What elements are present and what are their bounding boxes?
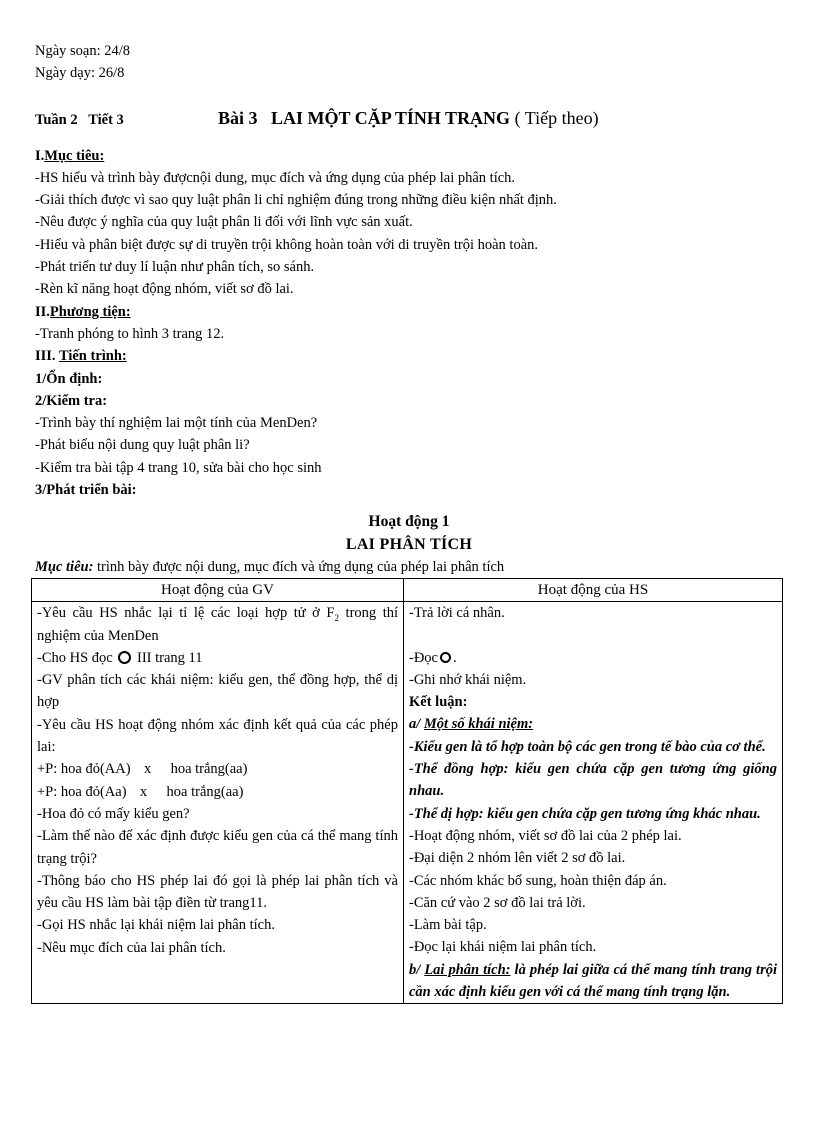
concepts-heading: a/ Một số khái niệm: bbox=[409, 716, 534, 733]
objective-item: -Nêu được ý nghĩa của quy luật phân li đối với lĩnh vực sản xuất. bbox=[35, 214, 413, 231]
student-step: -Các nhóm khác bổ sung, hoàn thiện đáp án. bbox=[409, 872, 667, 889]
student-step: -Trả lời cá nhân. bbox=[409, 605, 505, 622]
teacher-step: -Thông báo cho HS phép lai đó gọi là phép lai phân tích và yêu cầu HS làm bài tập điền từ trang11. bbox=[37, 872, 398, 912]
step-stabilize: 1/Ổn định: bbox=[35, 370, 103, 387]
activity-table bbox=[31, 578, 783, 1004]
section-procedure-heading: III. Tiến trình: bbox=[35, 348, 127, 365]
objective-item: -HS hiểu và trình bày đượcnội dung, mục đích và ứng dụng của phép lai phân tích. bbox=[35, 169, 516, 186]
student-step: -Đọc . bbox=[409, 649, 457, 666]
activity-objective: Mục tiêu: trình bày được nội dung, mục đích và ứng dụng của phép lai phân tích bbox=[35, 558, 505, 575]
reading-box-icon bbox=[440, 652, 451, 663]
lesson-name: LAI MỘT CẶP TÍNH TRẠNG bbox=[271, 107, 511, 128]
teacher-column-header: Hoạt động của GV bbox=[32, 579, 404, 602]
objective-item: -Rèn kĩ năng hoạt động nhóm, viết sơ đồ lai. bbox=[35, 281, 294, 298]
student-step: -Hoạt động nhóm, viết sơ đồ lai của 2 phép lai. bbox=[409, 827, 682, 844]
date-taught: Ngày dạy: 26/8 bbox=[35, 65, 125, 82]
student-step: -Làm bài tập. bbox=[409, 917, 487, 934]
date-prepared: Ngày soạn: 24/8 bbox=[35, 43, 131, 59]
teacher-step: -Hoa đỏ có mấy kiểu gen? bbox=[37, 805, 190, 822]
student-activities bbox=[404, 602, 783, 1004]
table-header-row bbox=[32, 579, 783, 602]
section-materials-heading: II.Phương tiện: bbox=[35, 303, 131, 320]
check-item: -Kiểm tra bài tập 4 trang 10, sửa bài cho học sinh bbox=[35, 459, 322, 476]
material-item: -Tranh phóng to hình 3 trang 12. bbox=[35, 325, 225, 342]
teacher-step: -Yêu cầu HS nhắc lại tỉ lệ các loại hợp tử ở $F_2$ trong thí nghiệm của MenDen bbox=[37, 605, 398, 644]
lesson-heading bbox=[35, 107, 783, 133]
table-row bbox=[32, 602, 783, 1004]
teacher-activities bbox=[32, 602, 404, 1004]
lesson-number: Bài 3 bbox=[218, 107, 258, 128]
concept-item: -Kiểu gen là tổ hợp toàn bộ các gen trong tế bào của cơ thể. bbox=[409, 738, 766, 755]
student-step: -Căn cứ vào 2 sơ đồ lai trả lời. bbox=[409, 894, 586, 911]
step-develop: 3/Phát triển bài: bbox=[35, 482, 137, 499]
test-cross-definition: b/ Lai phân tích: là phép lai giữa cá thể mang tính trang trội cần xác định kiểu gen với cá thể mang tính trạng lặn. bbox=[409, 961, 777, 1000]
student-step: -Đại diện 2 nhóm lên viết 2 sơ đồ lai. bbox=[409, 850, 626, 867]
document-page bbox=[35, 40, 783, 1004]
concept-item: -Thể dị hợp: kiểu gen chứa cặp gen tương ứng khác nhau. bbox=[409, 805, 761, 822]
student-column-header: Hoạt động của HS bbox=[404, 579, 783, 602]
cross-item: +P: hoa đỏ(AA) x hoa trắng(aa) bbox=[37, 761, 248, 778]
teacher-step: -Yêu cầu HS hoạt động nhóm xác định kết quả của các phép lai: bbox=[37, 716, 398, 756]
teacher-step: -GV phân tích các khái niệm: kiểu gen, thể đồng hợp, thể dị hợp bbox=[37, 672, 398, 711]
activity-title: Hoạt động 1 bbox=[368, 513, 450, 531]
student-step: -Đọc lại khái niệm lai phân tích. bbox=[409, 939, 597, 956]
teacher-step: -Nêu mục đích của lai phân tích. bbox=[37, 939, 226, 956]
conclusion-label: Kết luận: bbox=[409, 694, 468, 711]
lesson-title bbox=[218, 107, 599, 129]
check-item: -Trình bày thí nghiệm lai một tính của MenDen? bbox=[35, 415, 318, 432]
reading-box-icon bbox=[118, 651, 131, 664]
week-period: Tuần 2 Tiết 3 bbox=[35, 111, 124, 128]
teacher-step: -Cho HS đọc III trang 11 bbox=[37, 649, 203, 666]
teacher-step: -Làm thế nào để xác định được kiểu gen của cá thể mang tính trạng trội? bbox=[37, 828, 398, 867]
teacher-step: -Gọi HS nhắc lại khái niệm lai phân tích. bbox=[37, 917, 275, 934]
lesson-note: ( Tiếp theo) bbox=[514, 107, 599, 128]
objective-item: -Giải thích được vì sao quy luật phân li chỉ nghiệm đúng trong những điều kiện nhất định. bbox=[35, 192, 557, 209]
cross-item: +P: hoa đỏ(Aa) x hoa trắng(aa) bbox=[37, 783, 244, 800]
student-step: -Ghi nhớ khái niệm. bbox=[409, 671, 527, 688]
section-objectives-heading: I.Mục tiêu: bbox=[35, 147, 105, 164]
concept-item: -Thể đồng hợp: kiểu gen chứa cặp gen tương ứng giống nhau. bbox=[409, 761, 777, 800]
objective-item: -Hiểu và phân biệt được sự di truyền trội không hoàn toàn với di truyền trội hoàn toàn. bbox=[35, 236, 539, 253]
check-item: -Phát biểu nội dung quy luật phân li? bbox=[35, 437, 250, 454]
objective-item: -Phát triển tư duy lí luận như phân tích, so sánh. bbox=[35, 259, 315, 276]
step-check: 2/Kiểm tra: bbox=[35, 392, 108, 409]
activity-subtitle: LAI PHÂN TÍCH bbox=[345, 535, 473, 553]
